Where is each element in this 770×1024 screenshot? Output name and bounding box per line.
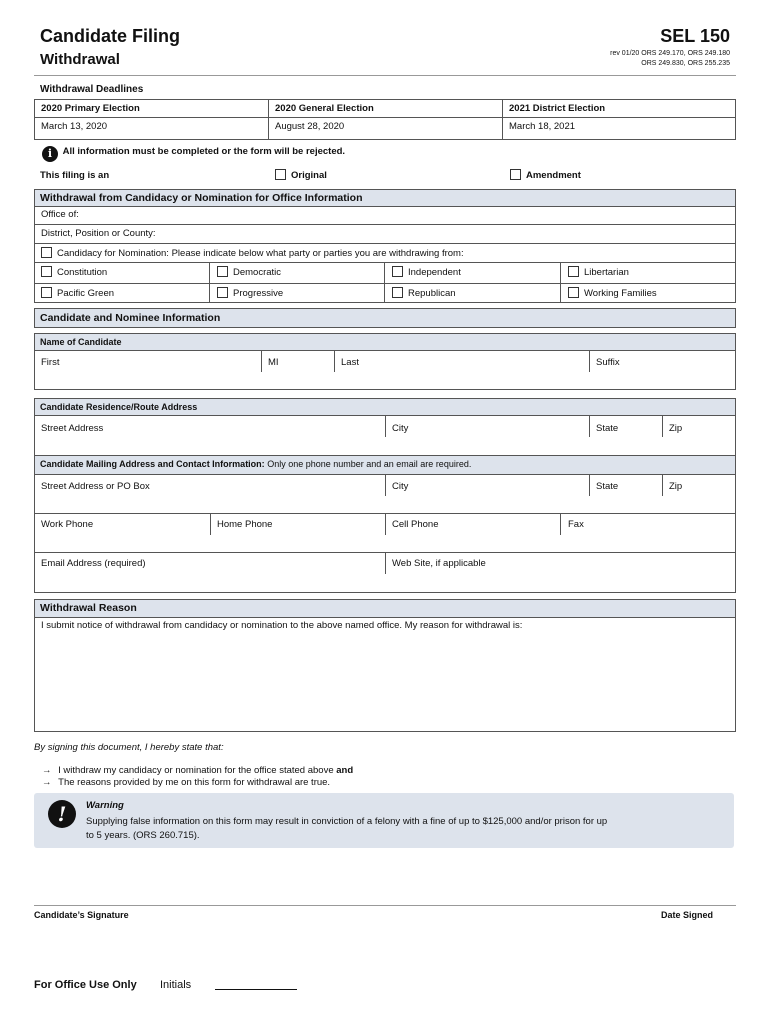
divider bbox=[334, 350, 335, 372]
last-name-field[interactable]: Last bbox=[341, 357, 359, 368]
arrow-icon: → bbox=[42, 765, 52, 776]
form-title: Candidate Filing bbox=[40, 26, 181, 46]
divider bbox=[502, 100, 503, 139]
divider bbox=[210, 513, 211, 535]
party-working-families[interactable] bbox=[568, 287, 657, 299]
statement-text: I withdraw my candidacy or nomination for the office stated above bbox=[58, 765, 334, 776]
party-republican[interactable] bbox=[392, 287, 456, 299]
header-divider bbox=[34, 75, 736, 76]
deadline-date: August 28, 2020 bbox=[275, 121, 345, 132]
arrow-icon: → bbox=[42, 777, 52, 788]
checkbox[interactable] bbox=[392, 266, 403, 277]
party-label: Constitution bbox=[57, 267, 108, 278]
divider bbox=[35, 117, 735, 118]
checkbox-label: Amendment bbox=[526, 170, 581, 181]
checkbox[interactable] bbox=[41, 266, 52, 277]
party-label: Progressive bbox=[233, 288, 284, 299]
deadline-label: 2020 General Election bbox=[275, 103, 374, 114]
checkbox[interactable] bbox=[217, 287, 228, 298]
party-label: Independent bbox=[408, 267, 461, 278]
mailing-zip-field[interactable]: Zip bbox=[669, 481, 683, 492]
cell-phone-field[interactable]: Cell Phone bbox=[392, 519, 439, 530]
street-address-field[interactable]: Street Address bbox=[41, 423, 104, 434]
party-label: Republican bbox=[408, 288, 456, 299]
initials-field[interactable] bbox=[215, 989, 297, 990]
original-checkbox[interactable] bbox=[275, 169, 327, 181]
warning-icon: ! bbox=[48, 800, 76, 828]
date-signed-label: Date Signed bbox=[660, 910, 713, 920]
statement-intro: By signing this document, I hereby state that: bbox=[34, 742, 224, 753]
suffix-field[interactable]: Suffix bbox=[596, 357, 620, 368]
party-constitution[interactable] bbox=[41, 266, 107, 278]
checkbox[interactable] bbox=[217, 266, 228, 277]
divider bbox=[268, 100, 269, 139]
signature-line[interactable] bbox=[34, 905, 736, 906]
divider bbox=[560, 262, 561, 302]
divider bbox=[662, 474, 663, 496]
name-heading: Name of Candidate bbox=[34, 333, 736, 351]
warning-line-2: to 5 years. (ORS 260.715). bbox=[86, 830, 200, 841]
divider bbox=[589, 474, 590, 496]
divider bbox=[385, 474, 386, 496]
office-of-label: Office of: bbox=[41, 209, 79, 220]
filing-type-label: This filing is an bbox=[40, 170, 110, 181]
residence-heading: Candidate Residence/Route Address bbox=[34, 398, 736, 416]
nomination-label: Candidacy for Nomination: Please indicate below what party or parties you are withdrawing from: bbox=[57, 248, 464, 259]
deadline-label: 2020 Primary Election bbox=[41, 103, 140, 114]
divider bbox=[35, 243, 735, 244]
checkbox[interactable] bbox=[510, 169, 521, 180]
mailing-street-field[interactable]: Street Address or PO Box bbox=[41, 481, 150, 492]
reason-field[interactable] bbox=[34, 617, 736, 732]
divider bbox=[560, 513, 561, 535]
party-label: Democratic bbox=[233, 267, 282, 278]
checkbox[interactable] bbox=[568, 266, 579, 277]
deadlines-heading: Withdrawal Deadlines bbox=[40, 84, 144, 95]
candidate-signature-label: Candidate’s Signature bbox=[34, 910, 129, 920]
mi-field[interactable]: MI bbox=[268, 357, 279, 368]
party-progressive[interactable] bbox=[217, 287, 283, 299]
checkbox[interactable] bbox=[568, 287, 579, 298]
divider bbox=[385, 513, 386, 535]
party-label: Libertarian bbox=[584, 267, 629, 278]
divider bbox=[384, 262, 385, 302]
reason-prompt: I submit notice of withdrawal from candidacy or nomination to the above named office. My reason for withdrawal is: bbox=[41, 620, 523, 631]
statement-text: The reasons provided by me on this form for withdrawal are true. bbox=[58, 777, 331, 788]
mailing-heading bbox=[34, 456, 736, 475]
office-section bbox=[34, 206, 736, 303]
work-phone-field[interactable]: Work Phone bbox=[41, 519, 94, 530]
divider bbox=[662, 415, 663, 437]
deadline-date: March 13, 2020 bbox=[41, 121, 108, 132]
first-name-field[interactable]: First bbox=[41, 357, 60, 368]
deadline-label: 2021 District Election bbox=[509, 103, 606, 114]
form-number: SEL 150 bbox=[660, 26, 730, 46]
email-field[interactable]: Email Address (required) bbox=[41, 558, 146, 569]
divider bbox=[35, 262, 735, 263]
amendment-checkbox[interactable] bbox=[510, 169, 581, 181]
checkbox[interactable] bbox=[41, 287, 52, 298]
divider bbox=[261, 350, 262, 372]
revision-info bbox=[610, 49, 730, 69]
statement-line-1 bbox=[42, 765, 353, 776]
divider bbox=[209, 262, 210, 302]
checkbox[interactable] bbox=[392, 287, 403, 298]
nomination-checkbox[interactable] bbox=[41, 247, 464, 259]
mailing-note: Only one phone number and an email are required. bbox=[267, 459, 472, 469]
party-libertarian[interactable] bbox=[568, 266, 629, 278]
state-field[interactable]: State bbox=[596, 423, 619, 434]
party-pacific-green[interactable] bbox=[41, 287, 114, 299]
zip-field[interactable]: Zip bbox=[669, 423, 683, 434]
party-label: Working Families bbox=[584, 288, 657, 299]
mailing-city-field[interactable]: City bbox=[392, 481, 409, 492]
divider bbox=[589, 350, 590, 372]
home-phone-field[interactable]: Home Phone bbox=[217, 519, 273, 530]
deadline-date: March 18, 2021 bbox=[509, 121, 576, 132]
reason-heading: Withdrawal Reason bbox=[34, 599, 736, 618]
candidate-section-heading: Candidate and Nominee Information bbox=[34, 308, 736, 328]
warning-line-1: Supplying false information on this form may result in conviction of a felony with a fine of up to $125,000 and/or prison for up bbox=[86, 816, 608, 827]
district-label: District, Position or County: bbox=[41, 228, 156, 239]
statement-line-2 bbox=[42, 777, 330, 788]
office-use-label: For Office Use Only bbox=[34, 979, 137, 991]
divider bbox=[35, 224, 735, 225]
divider bbox=[385, 552, 386, 574]
mailing-state-field[interactable]: State bbox=[596, 481, 619, 492]
divider bbox=[589, 415, 590, 437]
statement-and: and bbox=[336, 765, 354, 776]
deadlines-table bbox=[34, 99, 736, 140]
rev-line-2: ORS 249.830, ORS 255.235 bbox=[641, 60, 730, 67]
divider bbox=[35, 283, 735, 284]
party-independent[interactable] bbox=[392, 266, 461, 278]
residence-fields bbox=[34, 415, 736, 456]
rev-line-1: rev 01/20 ORS 249.170, ORS 249.180 bbox=[610, 50, 730, 57]
notice-text: All information must be completed or the form will be rejected. bbox=[62, 146, 346, 157]
info-icon: i bbox=[42, 146, 58, 162]
mailing-fields bbox=[34, 474, 736, 593]
initials-label: Initials bbox=[160, 979, 192, 991]
warning-title: Warning bbox=[86, 800, 124, 811]
name-fields bbox=[34, 350, 736, 390]
checkbox[interactable] bbox=[275, 169, 286, 180]
office-section-heading: Withdrawal from Candidacy or Nomination for Office Information bbox=[34, 189, 736, 207]
party-label: Pacific Green bbox=[57, 288, 115, 299]
website-field[interactable]: Web Site, if applicable bbox=[392, 558, 486, 569]
city-field[interactable]: City bbox=[392, 423, 409, 434]
form-subtitle: Withdrawal bbox=[40, 51, 120, 68]
mailing-heading-text: Candidate Mailing Address and Contact Information: bbox=[40, 459, 265, 469]
fax-field[interactable]: Fax bbox=[568, 519, 584, 530]
checkbox[interactable] bbox=[41, 247, 52, 258]
divider bbox=[385, 415, 386, 437]
party-democratic[interactable] bbox=[217, 266, 281, 278]
checkbox-label: Original bbox=[291, 170, 327, 181]
notice bbox=[42, 146, 345, 162]
